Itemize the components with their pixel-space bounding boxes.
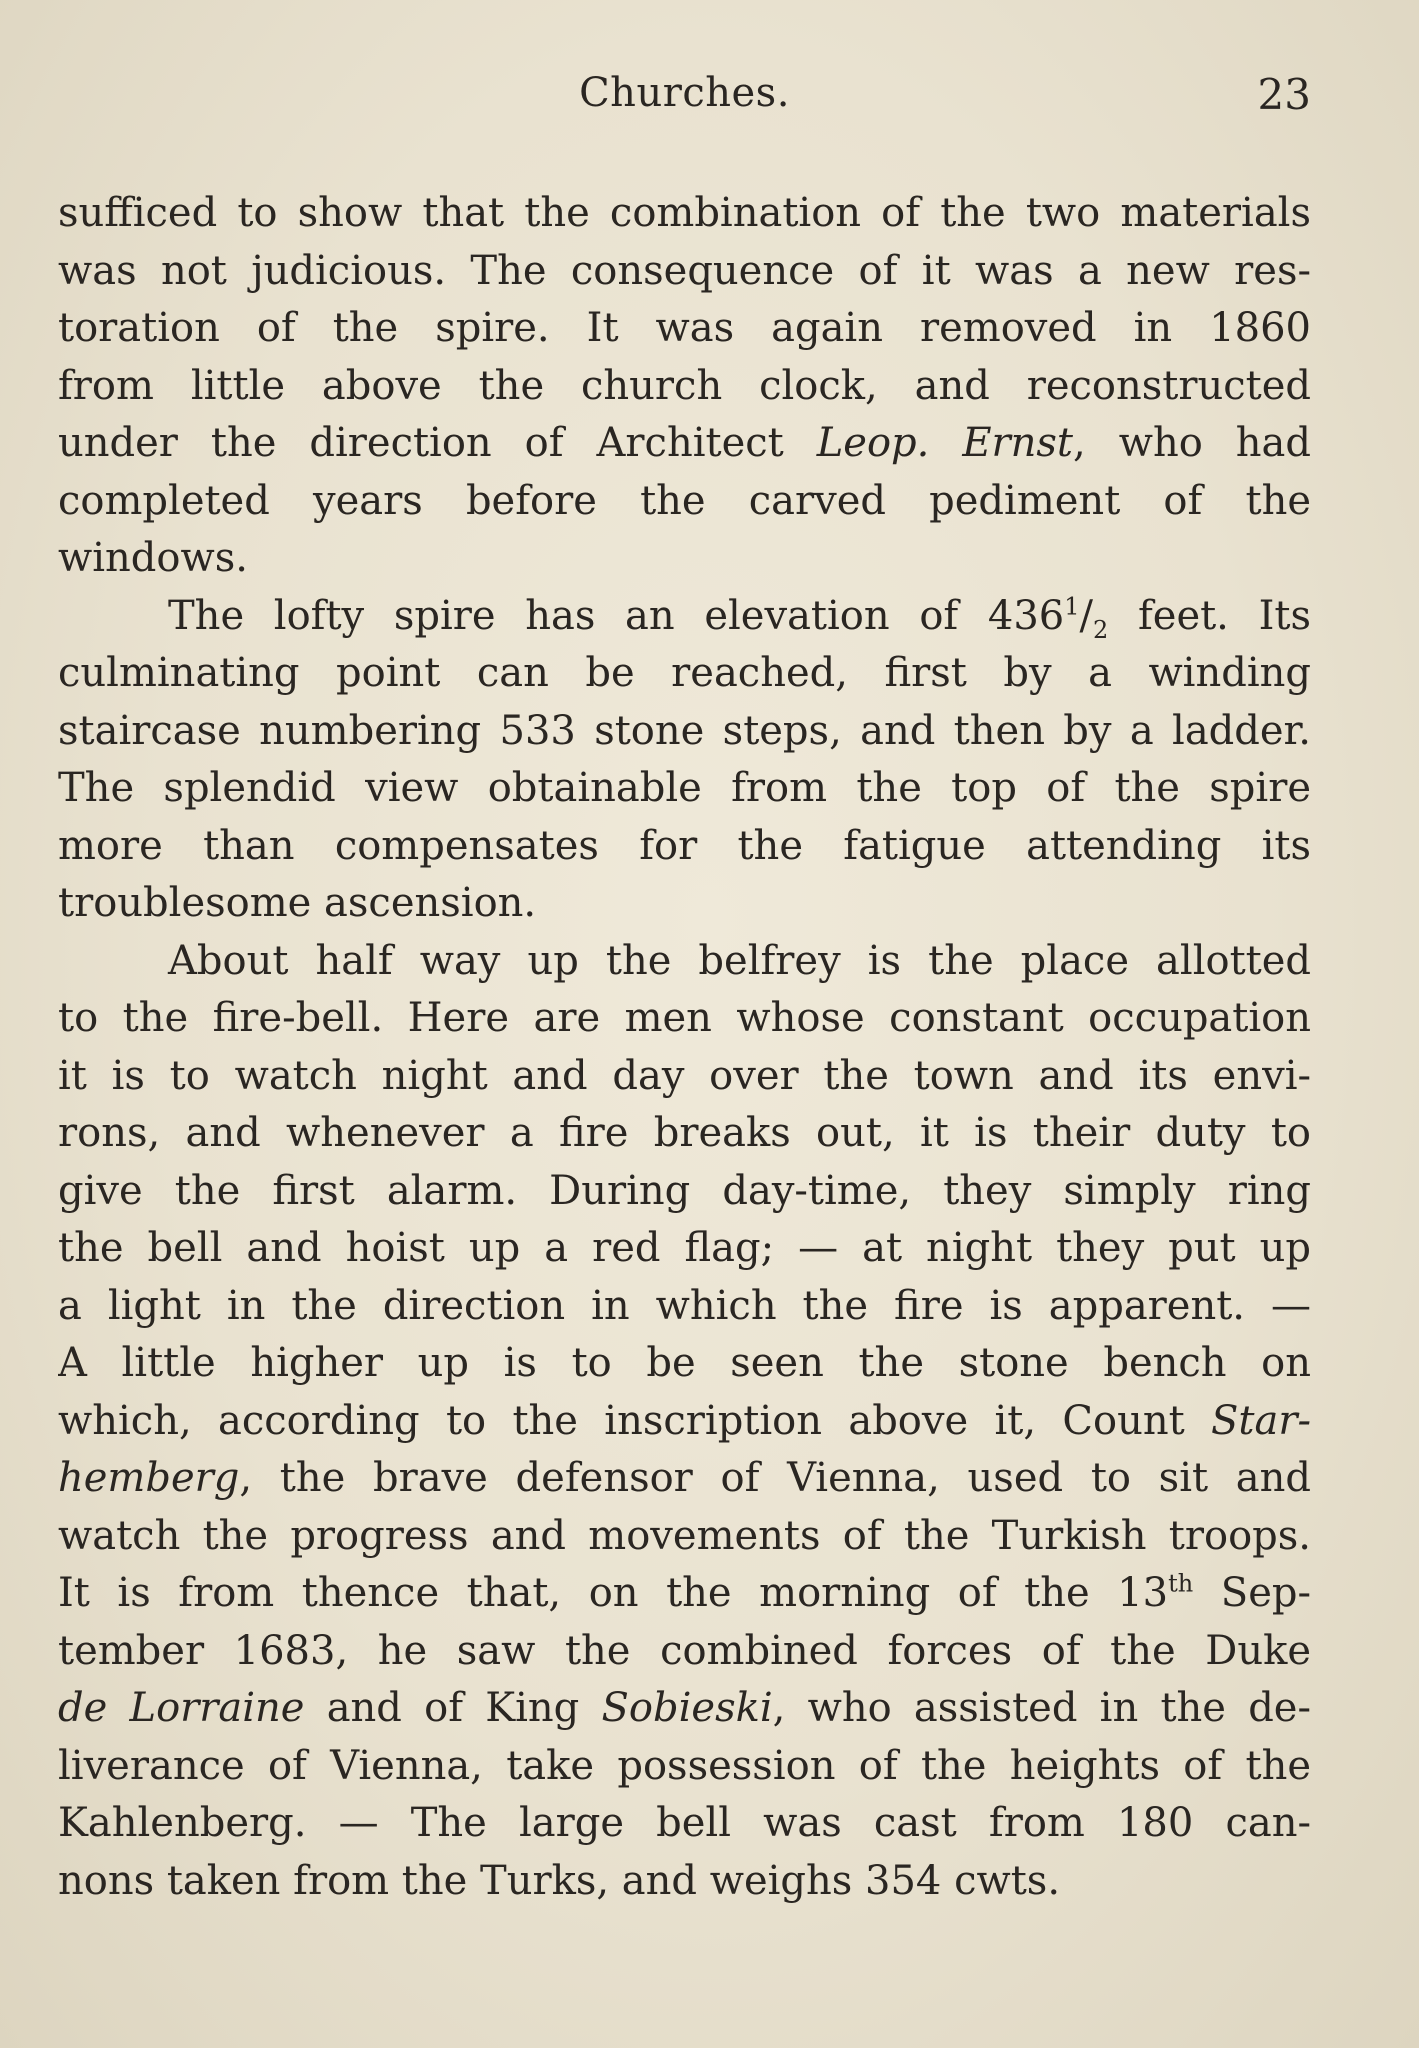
- person-name: Sobieski: [601, 1685, 773, 1731]
- fraction-slash: /: [1079, 592, 1093, 639]
- text-line: more than compensates for the fatigue attending its: [58, 822, 1311, 869]
- text-line: culminating point can be reached, first by a winding: [58, 650, 1311, 696]
- architect-name: Leop. Ernst: [816, 420, 1074, 466]
- text-line: completed years before the carved pediment of the: [58, 477, 1311, 524]
- text-run: It is from thence that, on the morning of the 13: [58, 1570, 1169, 1616]
- ordinal-suffix: th: [1168, 1569, 1194, 1598]
- text-line: [58, 415, 1311, 473]
- text-line: to the fire-bell. Here are men whose constant occupation: [58, 995, 1311, 1041]
- fraction-numerator: 1: [1064, 592, 1080, 621]
- text-line: nons taken from the Turks, and weighs 354 cwts.: [58, 1857, 1061, 1904]
- text-line: A little higher up is to be seen the stone bench on: [58, 1340, 1311, 1386]
- text-line: give the first alarm. During day-time, they simply ring: [58, 1167, 1311, 1214]
- text-line: sufficed to show that the combination of the two materials: [58, 190, 1311, 236]
- text-line: watch the progress and movements of the Turkish troops.: [58, 1512, 1311, 1559]
- text-run: Sep-: [1193, 1570, 1311, 1616]
- text-line: windows.: [58, 535, 248, 581]
- text-line: About half way up the belfrey is the place allotted: [168, 937, 1311, 984]
- text-line: was not judicious. The consequence of it was a new res-: [58, 247, 1311, 294]
- text-run: , the brave defensor of Vienna, used to sit and: [239, 1455, 1311, 1501]
- text-line: [58, 1450, 1311, 1508]
- text-line: [58, 1565, 1311, 1623]
- text-line: The splendid view obtainable from the top of the spire: [58, 765, 1311, 811]
- text-line: staircase numbering 533 stone steps, and then by a ladder.: [58, 707, 1311, 754]
- person-name: de Lorraine: [58, 1685, 305, 1731]
- person-name: hemberg: [58, 1455, 240, 1501]
- text-line: it is to watch night and day over the town and its envi-: [58, 1052, 1311, 1099]
- text-line: a light in the direction in which the fire is apparent. —: [58, 1282, 1311, 1329]
- fraction-denominator: 2: [1093, 615, 1109, 644]
- text-line: [58, 1393, 1311, 1451]
- text-line: Kahlenberg. — The large bell was cast from 180 can-: [58, 1800, 1311, 1846]
- text-line: troublesome ascension.: [58, 880, 537, 926]
- text-run: under the direction of Architect: [58, 420, 817, 466]
- body-text: [58, 185, 1311, 1910]
- page-number: 23: [1257, 70, 1311, 119]
- text-line: [58, 588, 1311, 646]
- text-line: [58, 1680, 1311, 1738]
- text-run: The lofty spire has an elevation of 436: [168, 592, 1065, 639]
- text-line: rons, and whenever a fire breaks out, it is their duty to: [58, 1110, 1311, 1156]
- running-title: Churches.: [579, 70, 790, 116]
- text-run: , who assisted in the de-: [772, 1685, 1311, 1731]
- text-run: which, according to the inscription above it, Count: [58, 1397, 1212, 1444]
- person-name: Star-: [1211, 1397, 1311, 1444]
- text-run: feet. Its: [1108, 592, 1311, 639]
- text-line: from little above the church clock, and reconstructed: [58, 362, 1311, 409]
- text-line: tember 1683, he saw the combined forces of the Duke: [58, 1627, 1311, 1674]
- text-line: the bell and hoist up a red flag; — at night they put up: [58, 1225, 1311, 1271]
- text-run: and of King: [304, 1685, 602, 1731]
- text-line: liverance of Vienna, take possession of the heights of the: [58, 1742, 1311, 1789]
- text-line: toration of the spire. It was again removed in 1860: [58, 305, 1311, 351]
- text-run: , who had: [1073, 420, 1311, 466]
- page-header: [58, 70, 1311, 130]
